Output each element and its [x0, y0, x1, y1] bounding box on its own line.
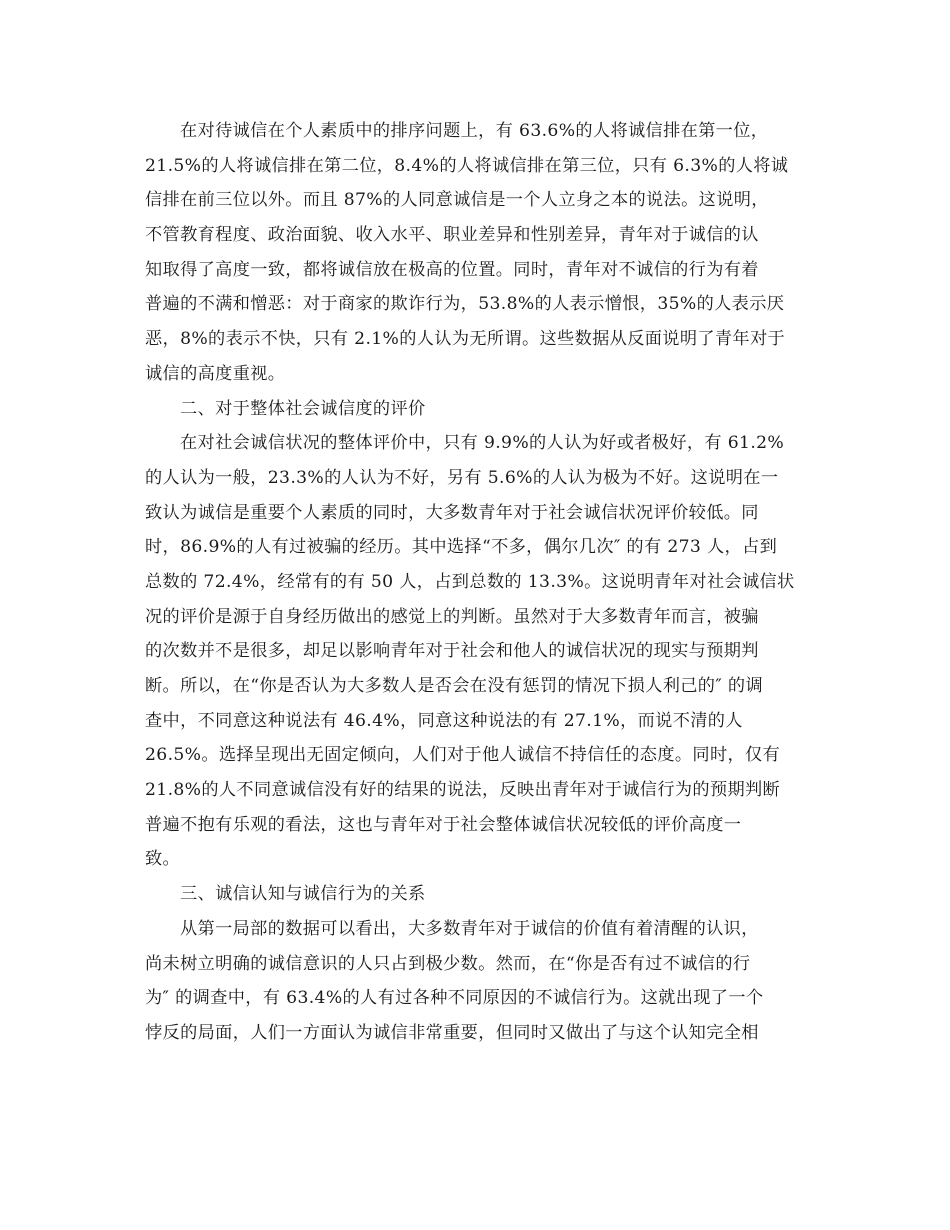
text-line: 的次数并不是很多，却足以影响青年对于社会和他人的诚信状况的现实与预期判	[145, 641, 759, 662]
text-line: 知取得了高度一致，都将诚信放在极高的位置。同时，青年对不诚信的行为有着	[145, 259, 759, 280]
text-line: 从第一局部的数据可以看出，大多数青年对于诚信的价值有着清醒的认识，	[180, 918, 759, 939]
text-line: 况的评价是源于自身经历做出的感觉上的判断。虽然对于大多数青年而言，被骗	[145, 606, 759, 627]
document-page	[145, 114, 807, 1051]
text-line: 不管教育程度、政治面貌、收入水平、职业差异和性别差异，青年对于诚信的认	[145, 225, 759, 246]
text-line: 普遍不抱有乐观的看法，这也与青年对于社会整体诚信状况较低的评价高度一	[145, 814, 742, 835]
text-line: 在对待诚信在个人素质中的排序问题上，有 63.6%的人将诚信排在第一位，	[180, 121, 769, 141]
section-heading: 二、对于整体社会诚信度的评价	[180, 398, 426, 419]
text-line: 致认为诚信是重要个人素质的同时，大多数青年对于社会诚信状况评价较低。同	[145, 502, 759, 523]
section-heading: 三、诚信认知与诚信行为的关系	[180, 884, 426, 905]
text-line: 诚信的高度重视。	[145, 363, 286, 384]
text-line: 为″ 的调查中，有 63.4%的人有过各种不同原因的不诚信行为。这就出现了一个	[145, 988, 764, 1009]
text-line: 在对社会诚信状况的整体评价中，只有 9.9%的人认为好或者极好，有 61.2%	[180, 433, 785, 454]
text-line: 21.5%的人将诚信排在第二位，8.4%的人将诚信排在第三位，只有 6.3%的人将诚	[145, 155, 789, 176]
text-line: 总数的 72.4%，经常有的有 50 人，占到总数的 13.3%。这说明青年对社会诚信状	[145, 571, 795, 592]
text-line: 时，86.9%的人有过被骗的经历。其中选择“不多，偶尔几次″ 的有 273 人，占到	[145, 537, 778, 558]
text-line: 信排在前三位以外。而且 87%的人同意诚信是一个人立身之本的说法。这说明，	[145, 190, 769, 211]
text-line: 21.8%的人不同意诚信没有好的结果的说法，反映出青年对于诚信行为的预期判断	[145, 780, 781, 801]
text-line: 恶，8%的表示不快，只有 2.1%的人认为无所谓。这些数据从反面说明了青年对于	[145, 329, 786, 350]
text-line: 悖反的局面，人们一方面认为诚信非常重要，但同时又做出了与这个认知完全相	[145, 1022, 759, 1043]
text-line: 26.5%。选择呈现出无固定倾向，人们对于他人诚信不持信任的态度。同时，仅有	[145, 745, 781, 766]
text-line: 致。	[145, 849, 181, 870]
text-line: 的人认为一般，23.3%的人认为不好，另有 5.6%的人认为极为不好。这说明在一	[145, 467, 779, 488]
text-line: 断。所以，在“你是否认为大多数人是否会在没有惩罚的情况下损人利己的″ 的调	[145, 676, 763, 696]
text-line: 普遍的不满和憎恶：对于商家的欺诈行为，53.8%的人表示憎恨，35%的人表示厌	[145, 294, 785, 315]
text-line: 查中，不同意这种说法有 46.4%，同意这种说法的有 27.1%，而说不清的人	[145, 710, 743, 731]
text-line: 尚未树立明确的诚信意识的人只占到极少数。然而，在“你是否有过不诚信的行	[145, 953, 751, 974]
